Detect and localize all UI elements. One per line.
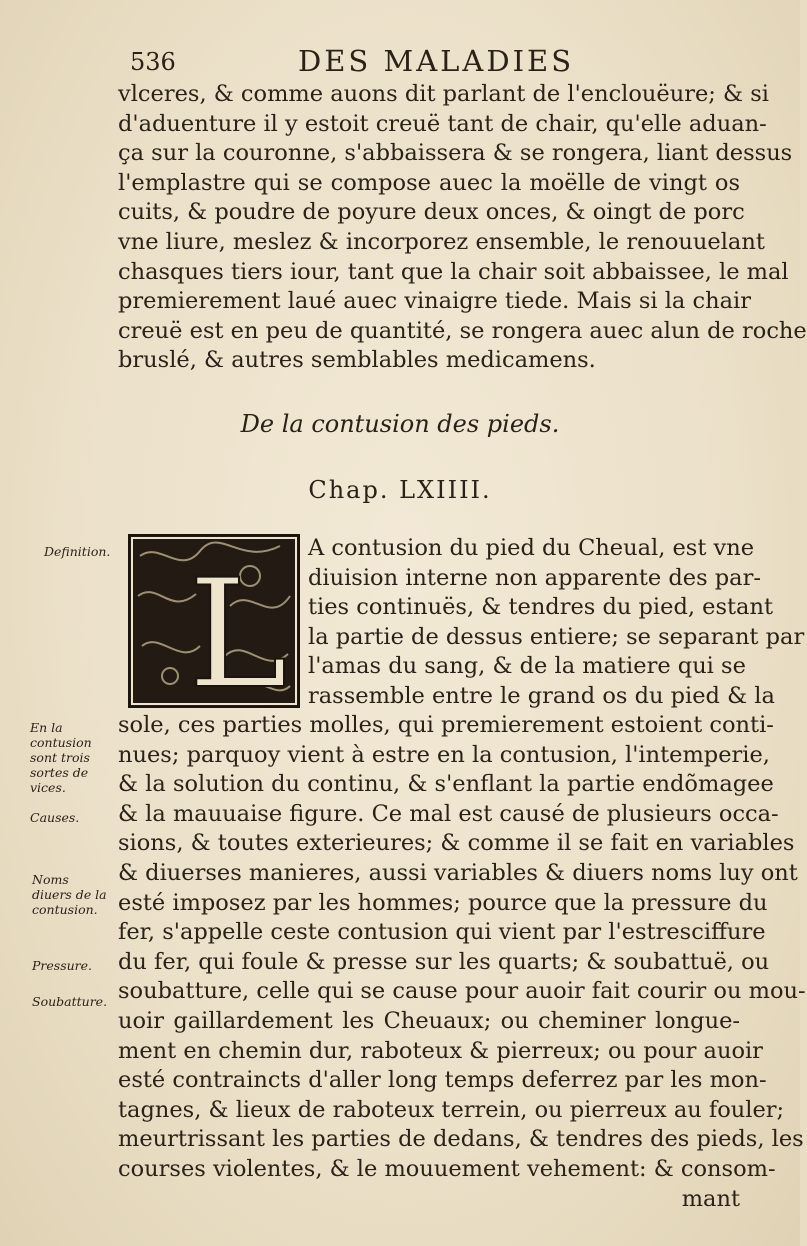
text-line: esté imposez par les hommes; pource que la pressure du bbox=[118, 889, 768, 916]
text-line: courses violentes, & le mouuement vehement: & consom- bbox=[118, 1155, 776, 1182]
text-line: sole, ces parties molles, qui premierement estoient conti- bbox=[118, 712, 774, 738]
chapter-paragraph-beside-initial bbox=[308, 534, 805, 712]
decorated-initial bbox=[128, 534, 300, 722]
text-line: diuision interne non apparente des par- bbox=[308, 564, 761, 591]
text-line: creuë est en peu de quantité, se rongera auec alun de roche bbox=[118, 317, 807, 344]
marginal-note-soubatture: Soubatture. bbox=[32, 994, 108, 1009]
marginal-note-names: Noms diuers de la contusion. bbox=[32, 872, 107, 917]
marginal-note-pressure: Pressure. bbox=[32, 958, 93, 973]
text-line: nues; parquoy vient à estre en la contusion, l'intemperie, bbox=[118, 741, 770, 768]
section-title: De la contusion des pieds. bbox=[240, 410, 560, 438]
chapter-paragraph bbox=[118, 711, 806, 1185]
folio-number: 536 bbox=[130, 48, 176, 76]
svg-text:L: L bbox=[188, 548, 288, 722]
text-line: esté contraincts d'aller long temps deferrez par les mon- bbox=[118, 1067, 767, 1094]
catchword-line bbox=[118, 1185, 740, 1215]
text-line: vne liure, meslez & incorporez ensemble, le renouuelant bbox=[118, 228, 765, 255]
text-line: d'aduenture il y estoit creuë tant de chair, qu'elle aduan- bbox=[118, 110, 767, 137]
text-line: la partie de dessus entiere; se separant par bbox=[308, 623, 805, 650]
running-title: DES MALADIES bbox=[298, 44, 575, 78]
text-line: chasques tiers iour, tant que la chair soit abbaissee, le mal bbox=[118, 258, 789, 285]
text-line: & la solution du continu, & s'enflant la partie endõmagee bbox=[118, 771, 774, 798]
page-header bbox=[120, 44, 740, 84]
text-line: ties continuës, & tendres du pied, estant bbox=[308, 594, 773, 621]
decorated-initial-ornament-icon bbox=[130, 536, 298, 722]
marginal-note-definition: Definition. bbox=[44, 544, 111, 559]
top-paragraph bbox=[118, 80, 807, 376]
catchword: mant bbox=[681, 1186, 740, 1212]
text-line: sions, & toutes exterieures; & comme il se fait en variables bbox=[118, 830, 795, 857]
text-line: uoir gaillardement les Cheuaux; ou cheminer longue- bbox=[118, 1007, 740, 1034]
chapter-heading: Chap. LXIIII. bbox=[308, 476, 492, 504]
text-line: cuits, & poudre de poyure deux onces, & oingt de porc bbox=[118, 199, 745, 226]
text-line: A contusion du pied du Cheual, est vne bbox=[308, 535, 755, 561]
text-line: l'emplastre qui se compose auec la moëlle de vingt os bbox=[118, 169, 740, 196]
marginal-note-vices: En la contusion sont trois sortes de vices. bbox=[30, 720, 92, 795]
text-line: tagnes, & lieux de raboteux terrein, ou pierreux au fouler; bbox=[118, 1096, 785, 1123]
text-line: du fer, qui foule & presse sur les quarts; & soubattuë, ou bbox=[118, 948, 770, 975]
text-line: ça sur la couronne, s'abbaissera & se rongera, liant dessus bbox=[118, 140, 793, 167]
text-line: ment en chemin dur, raboteux & pierreux; ou pour auoir bbox=[118, 1037, 763, 1064]
text-line: fer, s'appelle ceste contusion qui vient par l'estresciffure bbox=[118, 919, 766, 946]
text-line: rassemble entre le grand os du pied & la bbox=[308, 682, 775, 709]
text-line: soubatture, celle qui se cause pour auoir fait courir ou mou- bbox=[118, 978, 806, 1005]
text-line: meurtrissant les parties de dedans, & tendres des pieds, les bbox=[118, 1126, 804, 1153]
text-line: vlceres, & comme auons dit parlant de l'enclouëure; & si bbox=[118, 81, 769, 107]
text-line: bruslé, & autres semblables medicamens. bbox=[118, 347, 596, 374]
text-line: l'amas du sang, & de la matiere qui se bbox=[308, 653, 746, 680]
text-line: & diuerses manieres, aussi variables & diuers noms luy ont bbox=[118, 859, 798, 886]
marginal-note-causes: Causes. bbox=[30, 810, 80, 825]
text-line: & la mauuaise figure. Ce mal est causé de plusieurs occa- bbox=[118, 800, 779, 827]
text-line: premierement laué auec vinaigre tiede. Mais si la chair bbox=[118, 288, 751, 315]
